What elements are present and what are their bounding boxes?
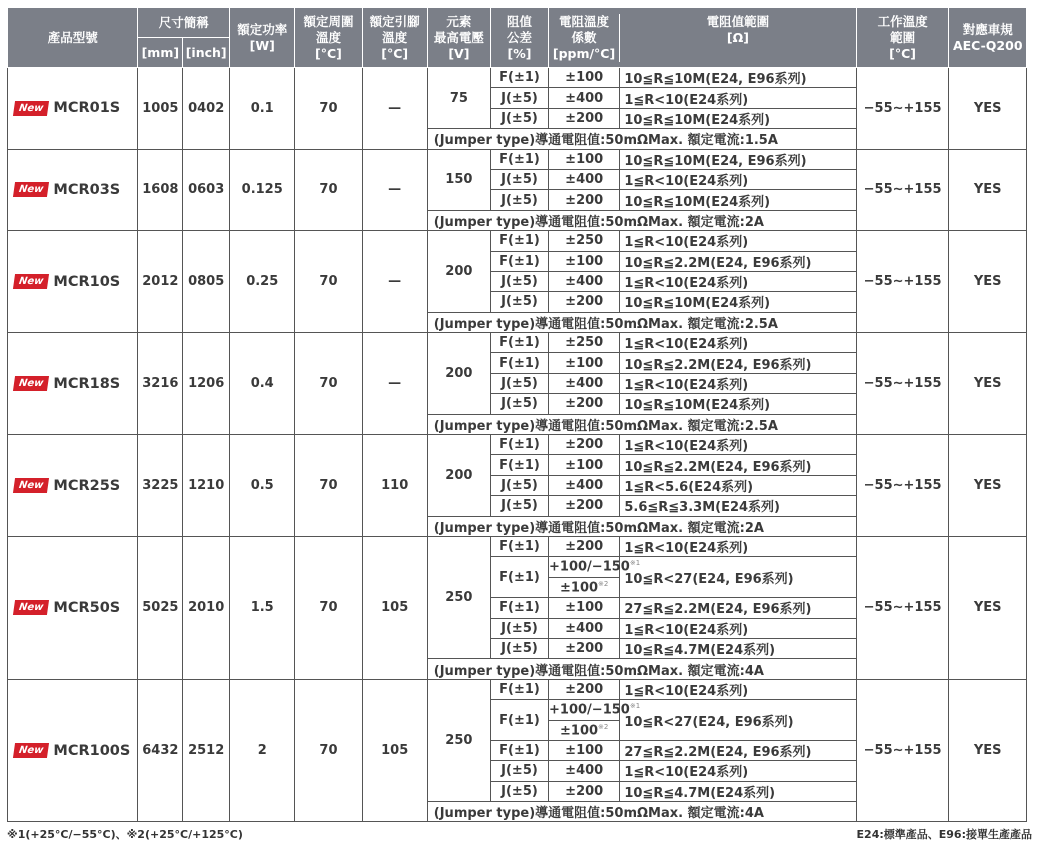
model-name: MCR100S — [53, 742, 131, 759]
resistance-range: 10≦R≦2.2M(E24, E96系列) — [620, 353, 856, 373]
tolerance: F(±1) — [490, 68, 548, 88]
new-badge: New — [13, 101, 49, 116]
model-name: MCR01S — [53, 100, 121, 117]
header-range: 電阻值範圍 [Ω] — [619, 14, 856, 62]
resistance-range: 1≦R<10(E24系列) — [620, 536, 856, 556]
terminal-temp: 105 — [362, 679, 427, 822]
rated-power: 0.4 — [230, 333, 295, 435]
tcr — [549, 169, 620, 189]
rated-power: 1.5 — [230, 536, 295, 679]
resistance-range: 10≦R≦2.2M(E24, E96系列) — [620, 251, 856, 271]
ambient-temp: 70 — [295, 536, 362, 679]
tcr — [549, 761, 620, 781]
resistance-range: 1≦R<10(E24系列) — [620, 435, 856, 455]
tcr-value: ±400 — [565, 620, 604, 636]
ambient-temp: 70 — [295, 149, 362, 231]
tolerance: J(±5) — [490, 108, 548, 128]
aec-q200: YES — [949, 435, 1027, 537]
tolerance: F(±1) — [490, 353, 548, 373]
size-inch: 0805 — [183, 231, 230, 333]
aec-q200: YES — [949, 536, 1027, 679]
tolerance: J(±5) — [490, 638, 548, 658]
tcr-value: ±200 — [565, 681, 604, 697]
table-body — [8, 68, 1027, 822]
op-temp-range: −55∼+155 — [856, 679, 949, 822]
size-inch: 2512 — [183, 679, 230, 822]
tcr-value: +100/−150 — [549, 559, 630, 575]
tcr-value: +100/−150 — [549, 702, 630, 718]
tcr — [549, 373, 620, 393]
tcr — [549, 251, 620, 271]
jumper-spec: (Jumper type)導通電阻值:50mΩMax. 額定電流:2A — [427, 516, 856, 536]
terminal-temp: — — [362, 68, 427, 150]
rated-power: 0.125 — [230, 149, 295, 231]
new-badge: New — [13, 478, 49, 493]
tcr — [549, 231, 620, 251]
resistance-range: 10≦R≦10M(E24, E96系列) — [620, 149, 856, 169]
op-temp-range: −55∼+155 — [856, 536, 949, 679]
tcr — [549, 190, 620, 210]
size-mm: 3216 — [138, 333, 183, 435]
tcr-value: ±100 — [565, 457, 604, 473]
rated-power: 0.25 — [230, 231, 295, 333]
resistance-range: 10≦R≦10M(E24系列) — [620, 394, 856, 414]
tolerance: F(±1) — [490, 435, 548, 455]
op-temp-range: −55∼+155 — [856, 333, 949, 435]
header-aec: 對應車規 AEC-Q200 — [949, 8, 1027, 68]
tolerance: F(±1) — [490, 149, 548, 169]
model-name: MCR03S — [53, 181, 121, 198]
size-mm: 3225 — [138, 435, 183, 537]
model-name: MCR10S — [53, 273, 121, 290]
resistance-range: 1≦R<10(E24系列) — [620, 88, 856, 108]
header-terminal-temp: 額定引腳 溫度 [°C] — [362, 8, 427, 68]
tolerance: F(±1) — [490, 231, 548, 251]
tcr-value: ±200 — [565, 783, 604, 799]
tcr — [549, 781, 620, 801]
resistance-range: 1≦R<5.6(E24系列) — [620, 475, 856, 495]
product-model — [8, 679, 138, 822]
table-row — [8, 149, 1027, 169]
resistor-spec-table — [7, 7, 1027, 822]
tcr-value: ±200 — [565, 192, 604, 208]
tcr-value: ±100 — [565, 253, 604, 269]
header-ambient-temp: 額定周圍 溫度 [°C] — [295, 8, 362, 68]
resistance-range: 1≦R<10(E24系列) — [620, 271, 856, 291]
tolerance: F(±1) — [490, 557, 548, 598]
max-voltage: 250 — [427, 536, 490, 658]
new-badge: New — [13, 182, 49, 197]
rated-power: 0.1 — [230, 68, 295, 150]
tolerance: J(±5) — [490, 781, 548, 801]
product-model — [8, 333, 138, 435]
header-tcr-range — [549, 8, 857, 68]
table-row — [8, 679, 1027, 699]
terminal-temp: — — [362, 333, 427, 435]
tcr-value: ±200 — [565, 437, 604, 453]
tcr — [549, 720, 620, 740]
new-badge: New — [13, 274, 49, 289]
tcr — [549, 108, 620, 128]
resistance-range: 10≦R≦2.2M(E24, E96系列) — [620, 455, 856, 475]
tcr-value: ±100 — [560, 580, 599, 596]
header-size-inch: [inch] — [183, 38, 230, 68]
tcr-value: ±250 — [565, 233, 604, 249]
tcr — [549, 679, 620, 699]
tolerance: J(±5) — [490, 394, 548, 414]
tcr-value: ±400 — [565, 376, 604, 392]
tcr-value: ±100 — [565, 355, 604, 371]
op-temp-range: −55∼+155 — [856, 435, 949, 537]
resistance-range: 1≦R<10(E24系列) — [620, 618, 856, 638]
size-inch: 1210 — [183, 435, 230, 537]
resistance-range: 1≦R<10(E24系列) — [620, 373, 856, 393]
tcr — [549, 394, 620, 414]
max-voltage: 200 — [427, 333, 490, 415]
size-mm: 1005 — [138, 68, 183, 150]
tcr — [549, 435, 620, 455]
resistance-range: 10≦R≦10M(E24系列) — [620, 190, 856, 210]
ambient-temp: 70 — [295, 679, 362, 822]
tolerance: F(±1) — [490, 536, 548, 556]
resistance-range: 10≦R≦4.7M(E24系列) — [620, 638, 856, 658]
resistance-range: 10≦R<27(E24, E96系列) — [620, 700, 856, 741]
tolerance: J(±5) — [490, 475, 548, 495]
footnote-mark: ※1 — [629, 702, 641, 711]
tolerance: F(±1) — [490, 598, 548, 618]
tolerance: J(±5) — [490, 169, 548, 189]
tolerance: J(±5) — [490, 761, 548, 781]
resistance-range: 27≦R≦2.2M(E24, E96系列) — [620, 598, 856, 618]
size-mm: 5025 — [138, 536, 183, 679]
product-model — [8, 536, 138, 679]
tolerance: J(±5) — [490, 496, 548, 516]
tcr-value: ±100 — [565, 151, 604, 167]
tolerance: F(±1) — [490, 700, 548, 741]
aec-q200: YES — [949, 333, 1027, 435]
tcr — [549, 455, 620, 475]
tcr — [549, 88, 620, 108]
tcr-value: ±100 — [565, 743, 604, 759]
tcr — [549, 638, 620, 658]
product-model — [8, 435, 138, 537]
size-inch: 0402 — [183, 68, 230, 150]
tolerance: J(±5) — [490, 88, 548, 108]
tcr — [549, 618, 620, 638]
tcr — [549, 577, 620, 597]
tcr-value: ±250 — [565, 335, 604, 351]
size-mm: 2012 — [138, 231, 183, 333]
tcr-value: ±200 — [565, 110, 604, 126]
size-inch: 0603 — [183, 149, 230, 231]
max-voltage: 75 — [427, 68, 490, 129]
resistance-range: 1≦R<10(E24系列) — [620, 761, 856, 781]
tcr — [549, 475, 620, 495]
op-temp-range: −55∼+155 — [856, 68, 949, 150]
header-size: 尺寸簡稱 — [138, 8, 230, 38]
tolerance: F(±1) — [490, 251, 548, 271]
header-model: 產品型號 — [8, 8, 138, 68]
aec-q200: YES — [949, 679, 1027, 822]
resistance-range: 27≦R≦2.2M(E24, E96系列) — [620, 740, 856, 760]
aec-q200: YES — [949, 68, 1027, 150]
footnote-series: E24:標準產品、E96:接單生產產品 — [856, 828, 1032, 841]
terminal-temp: — — [362, 149, 427, 231]
tcr — [549, 353, 620, 373]
size-inch: 2010 — [183, 536, 230, 679]
table-row — [8, 435, 1027, 455]
tcr — [549, 68, 620, 88]
table-row — [8, 68, 1027, 88]
tolerance: F(±1) — [490, 455, 548, 475]
jumper-spec: (Jumper type)導通電阻值:50mΩMax. 額定電流:2.5A — [427, 414, 856, 434]
tolerance: J(±5) — [490, 618, 548, 638]
tcr-value: ±100 — [565, 70, 604, 86]
size-inch: 1206 — [183, 333, 230, 435]
tolerance: J(±5) — [490, 292, 548, 312]
jumper-spec: (Jumper type)導通電阻值:50mΩMax. 額定電流:2.5A — [427, 312, 856, 332]
jumper-spec: (Jumper type)導通電阻值:50mΩMax. 額定電流:1.5A — [427, 129, 856, 149]
tcr — [549, 740, 620, 760]
tcr-value: ±200 — [565, 641, 604, 657]
tcr-value: ±100 — [560, 722, 599, 738]
header-voltage: 元素 最高電壓 [V] — [427, 8, 490, 68]
aec-q200: YES — [949, 231, 1027, 333]
size-mm: 1608 — [138, 149, 183, 231]
model-name: MCR25S — [53, 477, 121, 494]
new-badge: New — [13, 600, 49, 615]
resistance-range: 10≦R<27(E24, E96系列) — [620, 557, 856, 598]
op-temp-range: −55∼+155 — [856, 149, 949, 231]
terminal-temp: 105 — [362, 536, 427, 679]
tcr-value: ±200 — [565, 498, 604, 514]
product-model — [8, 149, 138, 231]
product-model — [8, 231, 138, 333]
resistance-range: 1≦R<10(E24系列) — [620, 679, 856, 699]
max-voltage: 250 — [427, 679, 490, 801]
resistance-range: 10≦R≦10M(E24, E96系列) — [620, 68, 856, 88]
ambient-temp: 70 — [295, 231, 362, 333]
tcr — [549, 536, 620, 556]
spec-table-container — [7, 7, 1027, 822]
tcr — [549, 700, 641, 720]
resistance-range: 5.6≦R≦3.3M(E24系列) — [620, 496, 856, 516]
new-badge: New — [13, 376, 49, 391]
tolerance: F(±1) — [490, 679, 548, 699]
ambient-temp: 70 — [295, 68, 362, 150]
resistance-range: 10≦R≦10M(E24系列) — [620, 108, 856, 128]
tolerance: J(±5) — [490, 271, 548, 291]
tolerance: F(±1) — [490, 740, 548, 760]
tcr-value: ±400 — [565, 478, 604, 493]
tcr-value: ±400 — [565, 274, 604, 290]
resistance-range: 1≦R<10(E24系列) — [620, 169, 856, 189]
jumper-spec: (Jumper type)導通電阻值:50mΩMax. 額定電流:4A — [427, 659, 856, 679]
rated-power: 0.5 — [230, 435, 295, 537]
tcr-value: ±400 — [565, 763, 604, 779]
op-temp-range: −55∼+155 — [856, 231, 949, 333]
tcr-value: ±400 — [565, 90, 604, 106]
tcr — [549, 333, 620, 353]
product-model — [8, 68, 138, 150]
tolerance: F(±1) — [490, 333, 548, 353]
footnote-tcr: ※1(+25°C/−55°C)、※2(+25°C/+125°C) — [7, 828, 243, 841]
tcr — [549, 598, 620, 618]
rated-power: 2 — [230, 679, 295, 822]
tcr — [549, 496, 620, 516]
table-row — [8, 333, 1027, 353]
jumper-spec: (Jumper type)導通電阻值:50mΩMax. 額定電流:4A — [427, 802, 856, 822]
max-voltage: 150 — [427, 149, 490, 210]
tcr-value: ±400 — [565, 172, 604, 188]
resistance-range: 1≦R<10(E24系列) — [620, 333, 856, 353]
footnote-mark: ※2 — [598, 579, 609, 588]
max-voltage: 200 — [427, 435, 490, 517]
table-row — [8, 231, 1027, 251]
size-mm: 6432 — [138, 679, 183, 822]
header-power: 額定功率 [W] — [230, 8, 295, 68]
tcr-value: ±200 — [565, 396, 604, 412]
table-row — [8, 536, 1027, 556]
tcr-value: ±100 — [565, 600, 604, 616]
model-name: MCR50S — [53, 599, 121, 616]
tcr-value: ±200 — [565, 294, 604, 310]
ambient-temp: 70 — [295, 333, 362, 435]
tcr — [549, 292, 620, 312]
terminal-temp: — — [362, 231, 427, 333]
tolerance: J(±5) — [490, 190, 548, 210]
tcr — [549, 557, 641, 577]
footnote-mark: ※1 — [629, 559, 641, 568]
jumper-spec: (Jumper type)導通電阻值:50mΩMax. 額定電流:2A — [427, 210, 856, 230]
resistance-range: 10≦R≦10M(E24系列) — [620, 292, 856, 312]
model-name: MCR18S — [53, 375, 121, 392]
terminal-temp: 110 — [362, 435, 427, 537]
header-tcr: 電阻溫度 係數 [ppm/°C] — [552, 13, 616, 61]
tolerance: J(±5) — [490, 373, 548, 393]
tcr — [549, 149, 620, 169]
tcr-value: ±200 — [565, 539, 604, 555]
tcr — [549, 271, 620, 291]
aec-q200: YES — [949, 149, 1027, 231]
header-size-mm: [mm] — [138, 38, 183, 68]
max-voltage: 200 — [427, 231, 490, 313]
resistance-range: 1≦R<10(E24系列) — [620, 231, 856, 251]
header-op-temp: 工作溫度 範圍 [°C] — [856, 8, 949, 68]
ambient-temp: 70 — [295, 435, 362, 537]
new-badge: New — [13, 743, 49, 758]
header-tolerance: 阻值 公差 [%] — [490, 8, 548, 68]
footnote-mark: ※2 — [598, 722, 609, 731]
resistance-range: 10≦R≦4.7M(E24系列) — [620, 781, 856, 801]
